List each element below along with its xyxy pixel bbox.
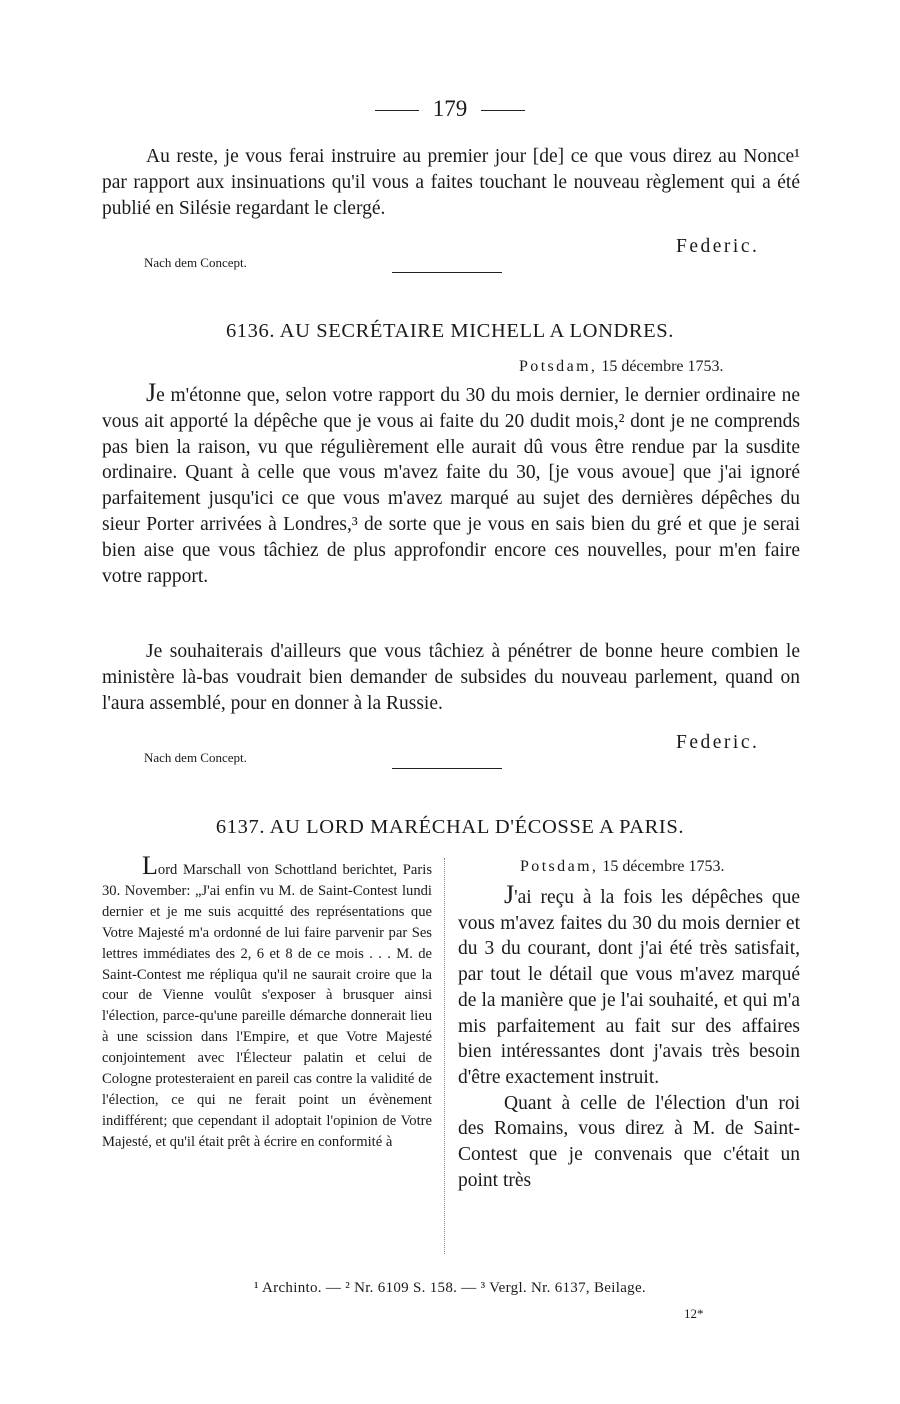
source-note-2: Nach dem Concept. xyxy=(144,750,247,765)
letter-6136-paragraph-1 xyxy=(102,380,800,589)
intro-paragraph: Au reste, je vous ferai instruire au premier jour [de] ce que vous direz au Nonce¹ par rapport aux insinuations qu'il vous a faites touchant le nouveau règlement qui a été publié en Silésie regardant le clergé. xyxy=(102,146,800,219)
separator-2 xyxy=(392,768,502,769)
letter-6136-paragraph-2: Je souhaiterais d'ailleurs que vous tâchiez à pénétrer de bonne heure combien le ministère là-bas voudrait bien demander de subsides du nouveau parlement, quand on l'aura assemblé, pour en donner à la Russie. xyxy=(102,641,800,714)
paragraph-text: e m'étonne que, selon votre rapport du 30 du mois dernier, le dernier ordinaire ne vous ait apporté la dépêche que je vous ai faite du 20 dudit mois,² dont je ne comprends pas bien la raison, vu que régulièrement elle aurait dû vous être rendue par la susdite ordinaire. Quant à celle que vous m'avez faite du 30, [je vous avoue] que j'ai ignoré parfaitement jusqu'ici ce que vous m'avez marqué au sujet des dernières dépêches du sieur Porter arrivées à Londres,³ de sorte que je vous en sais bien du gré et que je serai bien aise que vous tâchiez de plus approfondir encore ces nouvelles, pour m'en faire votre rapport. xyxy=(102,385,800,587)
letter-dropcap: J xyxy=(504,880,515,909)
dateline-date: 15 décembre 1753. xyxy=(598,858,725,875)
header-rule-left xyxy=(375,110,419,111)
letter-6136-heading: 6136. AU SECRÉTAIRE MICHELL A LONDRES. xyxy=(225,320,675,342)
column-divider xyxy=(444,858,445,1254)
page-number: 179 xyxy=(432,96,468,121)
letter-6136-signature: Federic. xyxy=(676,732,760,753)
dateline-place: Potsdam, xyxy=(519,358,598,375)
report-column xyxy=(102,851,432,1153)
dateline-date: 15 décembre 1753. xyxy=(597,358,724,375)
dropcap: J xyxy=(146,378,157,407)
separator-1 xyxy=(392,272,502,273)
intro-signature: Federic. xyxy=(676,236,760,257)
dateline-place: Potsdam, xyxy=(520,858,599,875)
header-rule-right xyxy=(481,110,525,111)
letter-paragraph-2: Quant à celle de l'élection d'un roi des Romains, vous direz à M. de Saint-Contest que je convenais que c'était un point très xyxy=(458,1092,800,1191)
source-note-1: Nach dem Concept. xyxy=(144,255,247,270)
footnotes: ¹ Archinto. — ² Nr. 6109 S. 158. — ³ Vergl. Nr. 6137, Beilage. xyxy=(254,1280,646,1296)
letter-6136-dateline xyxy=(519,358,724,376)
report-text: ord Marschall von Schottland berichtet, Paris 30. November: „J'ai enfin vu M. de Saint-Contest lundi dernier et je me suis acquitté des représentations que Votre Majesté m'a ordonné de lui faire parvenir par Ses lettres immédiates des 2, 6 et 8 de ce mois . . . M. de Saint-Contest me répliqua qu'il ne saurait croire que la cour de Vienne voulût s'exposer à brusquer ainsi l'élection, parce-qu'une pareille démarche donnerait lieu à une scission dans l'Empire, et que Votre Majesté conjointement avec l'Électeur palatin et celui de Cologne protesteraient en pareil cas contre la validité de l'élection, ce qui ne ferait point un évènement indifférent; que cependant il adoptait l'opinion de Votre Majesté, et qu'il était prêt à écrire en conformité à xyxy=(102,862,432,1150)
letter-column xyxy=(458,882,800,1193)
signature-mark: 12* xyxy=(684,1306,704,1321)
report-dropcap: L xyxy=(142,851,158,880)
letter-6137-heading: 6137. AU LORD MARÉCHAL D'ÉCOSSE A PARIS. xyxy=(215,816,685,838)
letter-paragraph-1: 'ai reçu à la fois les dépêches que vous m'avez faites du 30 du mois dernier et du 3 du courant, dont j'ai été très satisfait, par tout le détail que vous m'avez marqué de la manière que je l'ai souhaité, et qui m'a mis parfaitement au fait sur des affaires bien intéressantes dont j'avais très besoin d'être exactement instruit. xyxy=(458,887,800,1088)
letter-6137-dateline xyxy=(520,858,725,876)
page-header xyxy=(0,96,900,122)
